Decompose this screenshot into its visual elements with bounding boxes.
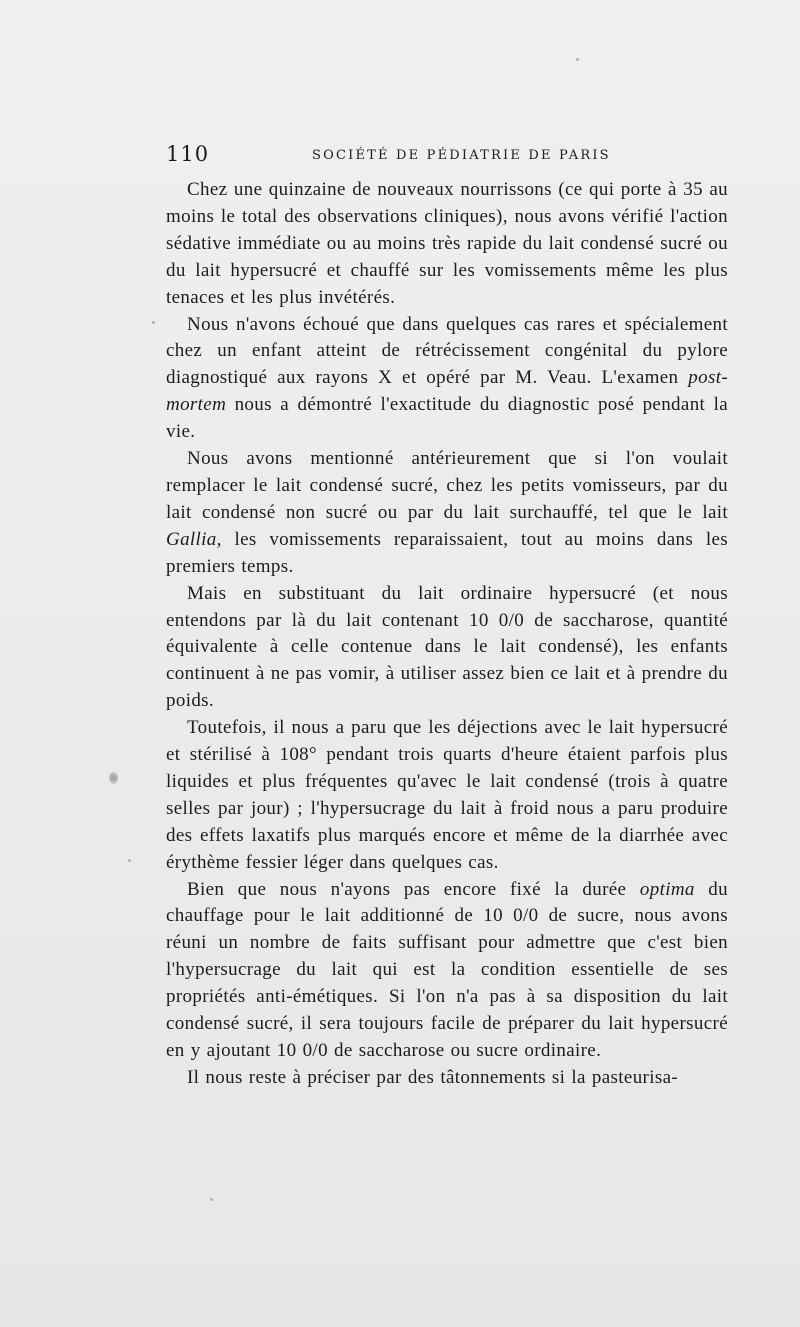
running-head: SOCIÉTÉ DE PÉDIATRIE DE PARIS [312, 148, 611, 163]
paragraph-4-text: Mais en substituant du lait ordinaire hypersucré (et nous entendons par là du lait contenant 10 0/0 de saccharose, quantité équivalente à celle contenue dans le lait condensé), les enfants continuent à ne pas vomir, à utiliser assez bien ce lait et à prendre du poids. [166, 582, 728, 712]
paragraph-5-text: Toutefois, il nous a paru que les déjections avec le lait hypersucré et stérilisé à 108° pendant trois quarts d'heure étaient parfois plus liquides et plus fréquentes qu'avec le lait condensé (trois à quatre selles par jour) ; l'hypersucrage du lait à froid nous a paru produire des effets laxatifs plus marqués encore et même de la diarrhée avec érythème fessier léger dans quelques cas. [166, 717, 728, 873]
paragraph-2 [166, 312, 728, 447]
paragraph-5 [166, 715, 728, 876]
paragraph-3-text-b: les vomissements reparaissaient, tout au moins dans les premiers temps. [166, 528, 728, 577]
page-number: 110 [166, 142, 210, 166]
ink-blot [109, 772, 118, 784]
paragraph-3 [166, 446, 728, 581]
paragraph-1 [166, 177, 728, 312]
paragraph-1-text: Chez une quinzaine de nouveaux nourrissons (ce qui porte à 35 au moins le total des observations cliniques), nous avons vérifié l'action sédative immédiate ou au moins très rapide du lait condensé sucré ou du lait hypersucré et chauffé sur les vomissements même les plus tenaces et les plus invétérés. [166, 179, 728, 308]
ink-speck [128, 859, 131, 862]
paragraph-4 [166, 581, 728, 716]
paragraph-6 [166, 877, 728, 1065]
body-text [166, 177, 728, 1092]
italic-term-gallia: Gallia, [166, 528, 222, 550]
paragraph-7-text: Il nous reste à préciser par des tâtonnements si la pasteurisa- [187, 1066, 679, 1088]
paragraph-7 [166, 1065, 728, 1092]
ink-speck [210, 1198, 213, 1201]
paragraph-2-text-b: nous a démontré l'exactitude du diagnostic posé pendant la vie. [166, 394, 728, 443]
paragraph-6-text-b: du chauffage pour le lait additionné de 10 0/0 de sucre, nous avons réuni un nombre de faits suffisant pour admettre que c'est bien l'hypersucrage du lait qui est la condition essentielle de ses propriétés anti-émétiques. Si l'on n'a pas à sa disposition du lait condensé sucré, il sera toujours facile de préparer du lait hypersucré en y ajoutant 10 0/0 de saccharose ou sucre ordinaire. [166, 878, 728, 1061]
paragraph-2-text-a: Nous n'avons échoué que dans quelques cas rares et spécialement chez un enfant atteint de rétrécissement congénital du pylore diagnostiqué aux rayons X et opéré par M. Veau. L'examen [166, 313, 728, 389]
ink-speck [576, 58, 579, 61]
paragraph-6-text-a: Bien que nous n'ayons pas encore fixé la durée [187, 878, 627, 900]
page-header [166, 142, 736, 170]
italic-term-optima: optima [639, 878, 695, 900]
italic-term-post-mortem: post-mortem [166, 367, 728, 416]
ink-speck [152, 321, 155, 324]
paragraph-3-text-a: Nous avons mentionné antérieurement que si l'on voulait remplacer le lait condensé sucré, chez les petits vomisseurs, par du lait condensé non sucré ou par du lait surchauffé, tel que le lait [166, 448, 728, 523]
